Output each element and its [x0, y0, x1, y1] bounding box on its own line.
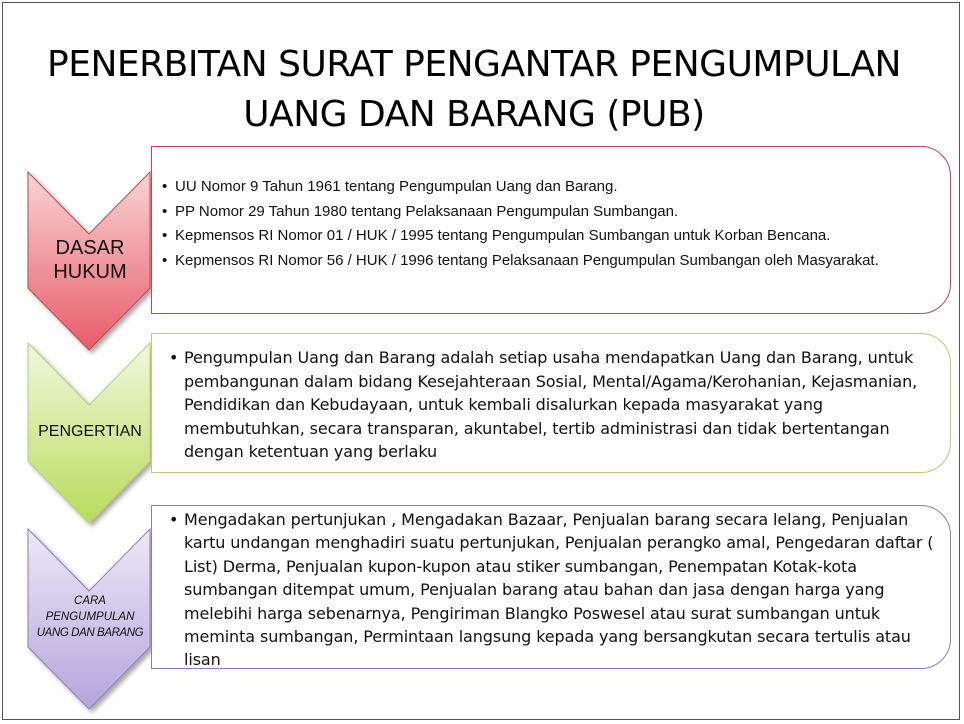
- page-title: [0, 40, 948, 140]
- pengertian-list: [184, 346, 936, 464]
- cara-label-line-2: PENGUMPULAN: [45, 611, 135, 623]
- title-line-1: PENERBITAN SURAT PENGANTAR PENGUMPULAN: [47, 44, 901, 85]
- list-item: • Kepmensos RI Nomor 56 / HUK / 1996 tentang Pelaksanaan Pengumpulan Sumbangan oleh Masyarakat.: [175, 249, 935, 274]
- title-line-2: UANG DAN BARANG (PUB): [243, 94, 705, 135]
- dasar-hukum-label: [28, 236, 152, 284]
- cara-pengumpulan-label: [26, 593, 154, 641]
- list-item: • Mengadakan pertunjukan , Mengadakan Bazaar, Penjualan barang secara lelang, Penjualan kartu undangan menghadiri suatu pertunjukan, Penjualan perangko amal, Pengedaran daftar ( List) Derma, Penjualan kupon-kupon atau stiker sumbangan, Penempatan Kotak-kota sumbangan ditempat umum, Penjualan barang atau bahan dan jasa dengan harga yang melebihi harga sebenarnya, Pengiriman Blangko Poswesel atau surat sumbangan untuk meminta sumbangan, Permintaan langsung kepada yang bersangkutan secara tertulis atau lisan: [184, 508, 936, 672]
- list-item: • Pengumpulan Uang dan Barang adalah setiap usaha mendapatkan Uang dan Barang, untuk pembangunan dalam bidang Kesejahteraan Sosial, Mental/Agama/Kerohanian, Kejasmanian, Pendidikan dan Kebudayaan, untuk kembali disalurkan kepada masyarakat yang membutuhkan, secara transparan, akuntabel, tertib administrasi dan tidak bertentangan dengan ketentuan yang berlaku: [184, 346, 936, 464]
- cara-label-line-1: CARA: [74, 595, 106, 607]
- dasar-hukum-label-line-1: DASAR: [55, 237, 125, 259]
- cara-pengumpulan-box: [151, 505, 951, 669]
- list-item: • UU Nomor 9 Tahun 1961 tentang Pengumpulan Uang dan Barang.: [175, 175, 935, 200]
- list-item: • Kepmensos RI Nomor 01 / HUK / 1995 tentang Pengumpulan Sumbangan untuk Korban Bencana.: [175, 224, 935, 249]
- cara-label-line-3: UANG DAN BARANG: [36, 627, 144, 639]
- pengertian-label-line-1: PENGERTIAN: [38, 423, 142, 440]
- cara-pengumpulan-list: [184, 508, 936, 672]
- dasar-hukum-box: [151, 146, 951, 314]
- dasar-hukum-list: [175, 175, 935, 273]
- list-item: • PP Nomor 29 Tahun 1980 tentang Pelaksanaan Pengumpulan Sumbangan.: [175, 200, 935, 225]
- dasar-hukum-label-line-2: HUKUM: [53, 261, 127, 283]
- pengertian-box: [151, 333, 951, 473]
- pengertian-label: [28, 422, 152, 442]
